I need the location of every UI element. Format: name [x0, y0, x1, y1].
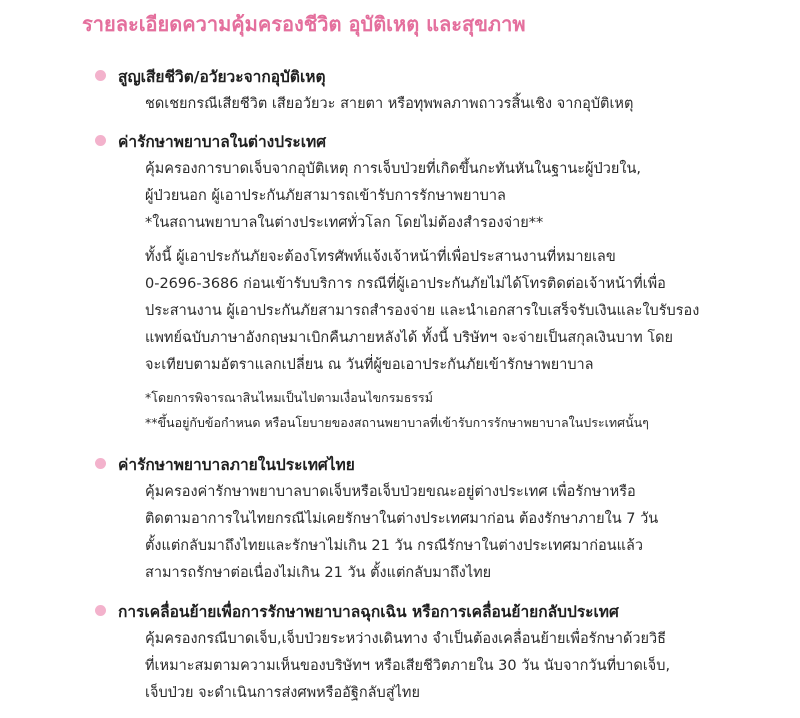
bullet-icon — [95, 605, 106, 616]
page-title: รายละเอียดความคุ้มครองชีวิต อุบัติเหตุ และสุขภาพ — [82, 12, 526, 36]
section-text: ทั้งนี้ ผู้เอาประกันภัยจะต้องโทรศัพท์แจ้งเจ้าหน้าที่เพื่อประสานงานที่หมายเลข — [145, 249, 616, 265]
section-text: คุ้มครองค่ารักษาพยาบาลบาดเจ็บหรือเจ็บป่วยขณะอยู่ต่างประเทศ เพื่อรักษาหรือ — [145, 484, 636, 500]
section-text: คุ้มครองกรณีบาดเจ็บ,เจ็บป่วยระหว่างเดินทาง จำเป็นต้องเคลื่อนย้ายเพื่อรักษาด้วยวิธี — [145, 631, 667, 647]
section-text: *ในสถานพยาบาลในต่างประเทศทั่วโลก โดยไม่ต้องสำรองจ่าย** — [145, 215, 544, 231]
bullet-icon — [95, 458, 106, 469]
section-heading: สูญเสียชีวิต/อวัยวะจากอุบัติเหตุ — [118, 68, 326, 86]
phone-number-text: 0-2696-3686 ก่อนเข้ารับบริการ กรณีที่ผู้เอาประกันภัยไม่ได้โทรติดต่อเจ้าหน้าที่เพื่อ — [145, 276, 666, 292]
section-text: จะเทียบตามอัตราแลกเปลี่ยน ณ วันที่ผู้ขอเอาประกันภัยเข้ารักษาพยาบาล — [145, 357, 594, 373]
section-text: ผู้ป่วยนอก ผู้เอาประกันภัยสามารถเข้ารับการรักษาพยาบาล — [145, 188, 506, 204]
section-text: แพทย์ฉบับภาษาอังกฤษมาเบิกคืนภายหลังได้ ทั้งนี้ บริษัทฯ จะจ่ายเป็นสกุลเงินบาท โดย — [145, 330, 674, 346]
section-heading: การเคลื่อนย้ายเพื่อการรักษาพยาบาลฉุกเฉิน หรือการเคลื่อนย้ายกลับประเทศ — [118, 603, 619, 621]
section-heading: ค่ารักษาพยาบาลในต่างประเทศ — [118, 133, 327, 151]
section-text: ประสานงาน ผู้เอาประกันภัยสามารถสำรองจ่าย และนำเอกสารใบเสร็จรับเงินและใบรับรอง — [145, 303, 700, 319]
section-text: ติดตามอาการในไทยกรณีไม่เคยรักษาในต่างประเทศมาก่อน ต้องรักษาภายใน 7 วัน — [145, 511, 659, 527]
section-text: คุ้มครองการบาดเจ็บจากอุบัติเหตุ การเจ็บป่วยที่เกิดขึ้นกะทันหันในฐานะผู้ป่วยใน, — [145, 161, 641, 177]
bullet-icon — [95, 70, 106, 81]
section-text: สามารถรักษาต่อเนื่องไม่เกิน 21 วัน ตั้งแต่กลับมาถึงไทย — [145, 565, 492, 581]
footnote: **ขึ้นอยู่กับข้อกำหนด หรือนโยบายของสถานพยาบาลที่เข้ารับการรักษาพยาบาลในประเทศนั้นๆ — [145, 415, 649, 430]
section-text: ตั้งแต่กลับมาถึงไทยและรักษาไม่เกิน 21 วัน กรณีรักษาในต่างประเทศมาก่อนแล้ว — [145, 538, 644, 554]
footnote: *โดยการพิจารณาสินไหมเป็นไปตามเงื่อนไขกรมธรรม์ — [145, 390, 433, 405]
section-text: ชดเชยกรณีเสียชีวิต เสียอวัยวะ สายตา หรือทุพพลภาพถาวรสิ้นเชิง จากอุบัติเหตุ — [145, 96, 634, 112]
section-text: ที่เหมาะสมตามความเห็นของบริษัทฯ หรือเสียชีวิตภายใน 30 วัน นับจากวันที่บาดเจ็บ, — [145, 658, 671, 674]
section-text: เจ็บป่วย จะดำเนินการส่งศพหรืออัฐิกลับสู่ไทย — [145, 685, 420, 701]
section-heading: ค่ารักษาพยาบาลภายในประเทศไทย — [118, 456, 355, 474]
bullet-icon — [95, 135, 106, 146]
